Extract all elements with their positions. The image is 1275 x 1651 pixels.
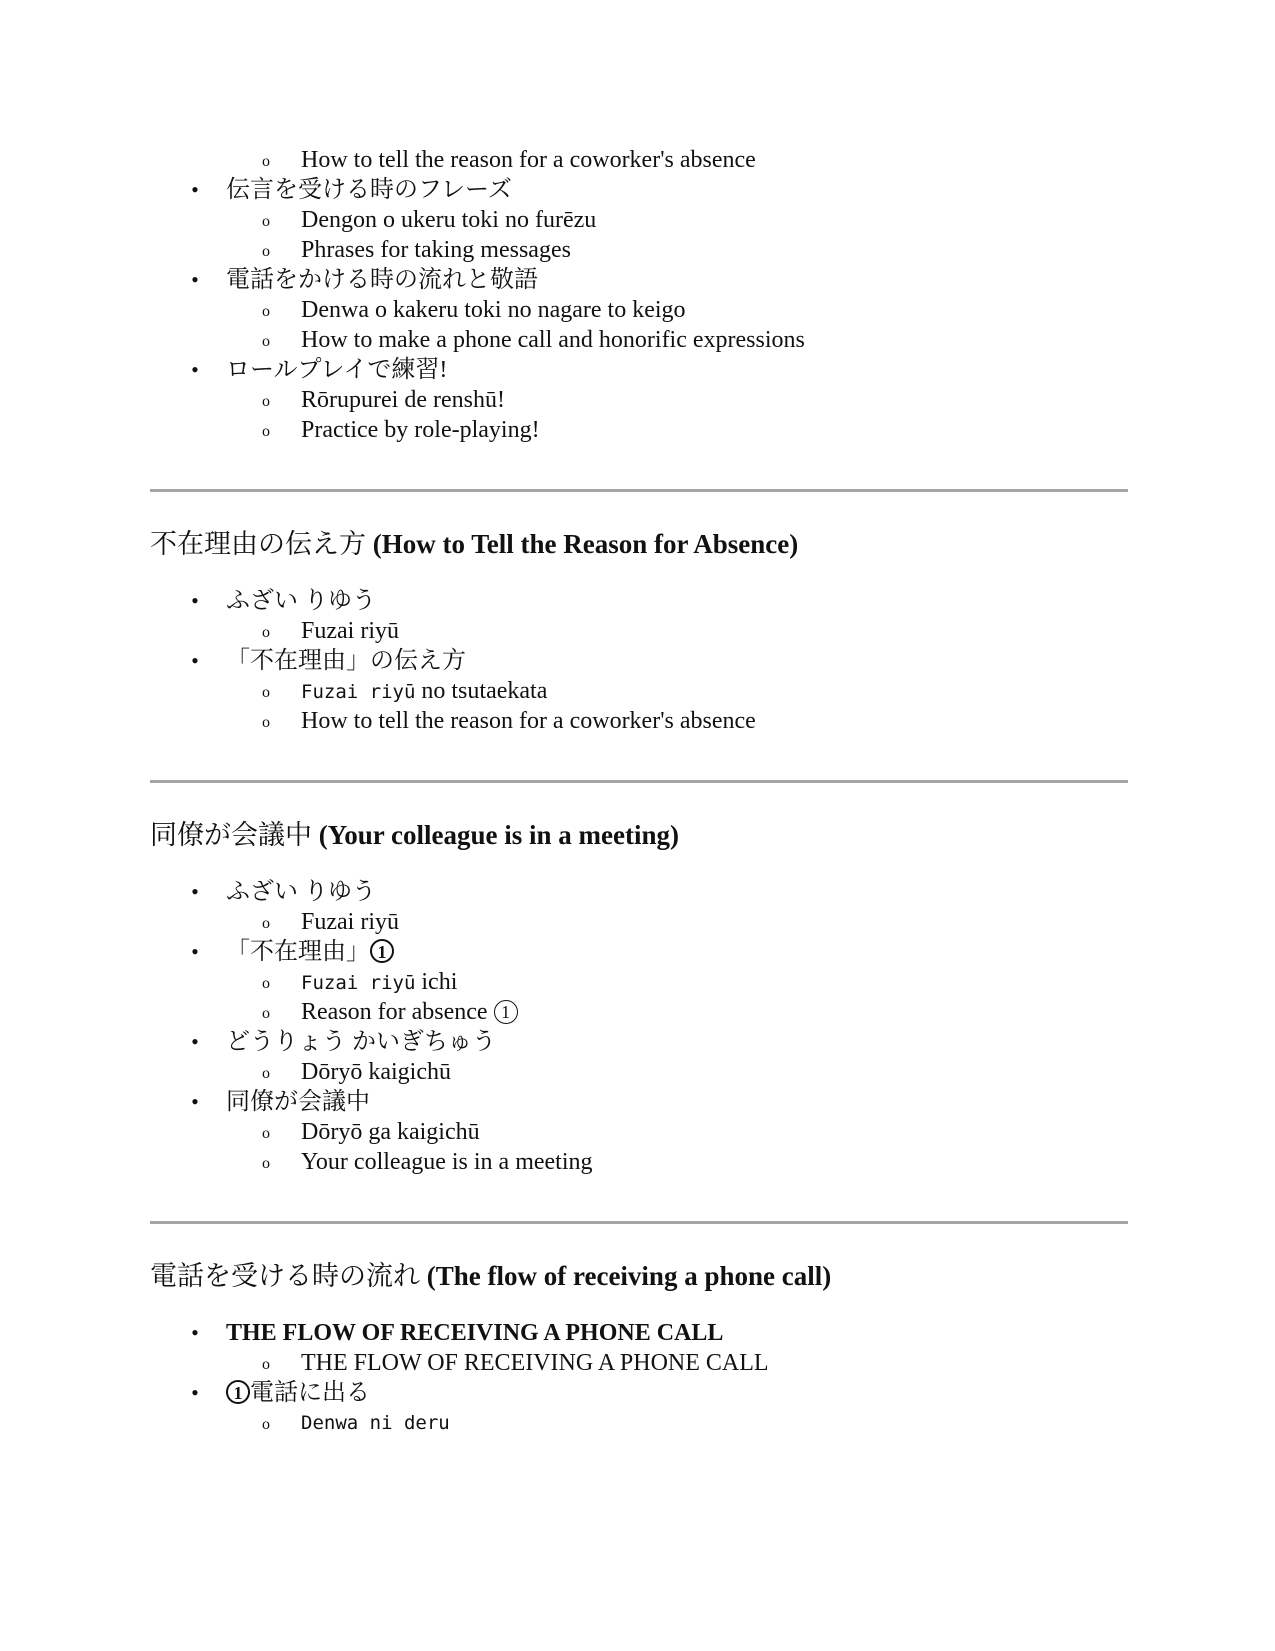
sub-item-text: Practice by role-playing!	[301, 417, 540, 443]
list-item-label-jp: 電話に出る	[250, 1380, 370, 1406]
sub-item	[150, 205, 1128, 235]
bullet-icon: •	[191, 879, 199, 904]
sub-item-text: Dōryō kaigichū	[301, 1059, 451, 1085]
section-heading-jp: 同僚が会議中	[150, 820, 312, 850]
list-item	[150, 355, 1128, 445]
sub-item	[150, 1408, 1128, 1438]
sub-item-text	[301, 676, 547, 707]
romaji-code-text: Fuzai riyū	[301, 972, 416, 994]
sub-item	[150, 1117, 1128, 1147]
sub-item	[150, 676, 1128, 706]
sub-item	[150, 616, 1128, 646]
sub-item-text: Fuzai riyū	[301, 909, 399, 935]
sub-item	[150, 997, 1128, 1027]
list-item	[150, 265, 1128, 355]
hollow-bullet-icon: o	[262, 423, 270, 440]
list-item-label: ロールプレイで練習!	[226, 357, 448, 383]
list-item	[150, 586, 1128, 646]
hollow-bullet-icon: o	[262, 1125, 270, 1142]
sub-item-text: Rōrupurei de renshū!	[301, 387, 505, 413]
list-item	[150, 1027, 1128, 1087]
section-heading-jp: 電話を受ける時の流れ	[150, 1261, 420, 1291]
list-item-label	[226, 937, 394, 967]
sub-item	[150, 385, 1128, 415]
sub-item-text: How to tell the reason for a coworker's absence	[301, 147, 756, 173]
section-heading	[150, 524, 1128, 564]
bullet-list	[150, 1318, 1128, 1438]
list-item	[150, 1087, 1128, 1177]
list-item	[150, 175, 1128, 265]
bullet-icon: •	[191, 1029, 199, 1054]
sub-item-text: Denwa o kakeru toki no nagare to keigo	[301, 297, 686, 323]
sub-item-text	[301, 967, 457, 998]
romaji-code-text: Denwa ni deru	[301, 1412, 450, 1434]
circled-number: 1	[226, 1380, 250, 1404]
list-item-label: ふざい りゆう	[226, 588, 376, 614]
bullet-icon: •	[191, 267, 199, 292]
bullet-list	[150, 877, 1128, 1177]
list-item-label: 電話をかける時の流れと敬語	[226, 267, 538, 293]
hollow-bullet-icon: o	[262, 1416, 270, 1433]
sub-item	[150, 145, 1128, 175]
section-heading-en: (The flow of receiving a phone call)	[426, 1261, 832, 1291]
list-item-label: 同僚が会議中	[226, 1089, 370, 1115]
bullet-list	[150, 175, 1128, 445]
hollow-bullet-icon: o	[262, 213, 270, 230]
bullet-icon: •	[191, 1380, 199, 1405]
sub-item	[150, 1057, 1128, 1087]
bullet-icon: •	[191, 1320, 199, 1345]
romaji-rest-text: ichi	[415, 969, 458, 995]
bullet-icon: •	[191, 588, 199, 613]
sub-item	[150, 295, 1128, 325]
hollow-bullet-icon: o	[262, 303, 270, 320]
section-heading-en: (How to Tell the Reason for Absence)	[372, 529, 799, 559]
sub-item-text: Phrases for taking messages	[301, 237, 571, 263]
hollow-bullet-icon: o	[262, 714, 270, 731]
sub-item-text-label: Reason for absence	[301, 999, 494, 1025]
bullet-icon: •	[191, 177, 199, 202]
sub-item	[150, 1147, 1128, 1177]
bullet-icon: •	[191, 1089, 199, 1114]
hollow-bullet-icon: o	[262, 624, 270, 641]
sub-item-text	[301, 997, 518, 1027]
hollow-bullet-icon: o	[262, 333, 270, 350]
hollow-bullet-icon: o	[262, 393, 270, 410]
list-item-label: どうりょう かいぎちゅう	[226, 1029, 496, 1055]
sub-item-text: Dengon o ukeru toki no furēzu	[301, 207, 597, 233]
list-item-label: 「不在理由」の伝え方	[226, 648, 466, 674]
bullet-icon: •	[191, 939, 199, 964]
list-item-label: ふざい りゆう	[226, 879, 376, 905]
sub-item-text: Your colleague is in a meeting	[301, 1149, 593, 1175]
list-item	[150, 646, 1128, 736]
list-item	[150, 877, 1128, 937]
romaji-rest-text: no tsutaekata	[415, 678, 548, 704]
hollow-bullet-icon: o	[262, 1356, 270, 1373]
section-heading	[150, 1256, 1128, 1296]
list-item-label: THE FLOW OF RECEIVING A PHONE CALL	[226, 1320, 724, 1346]
sub-item	[150, 706, 1128, 736]
bullet-icon: •	[191, 648, 199, 673]
sub-item-text: THE FLOW OF RECEIVING A PHONE CALL	[301, 1350, 769, 1376]
sub-item-text: How to tell the reason for a coworker's absence	[301, 708, 756, 734]
list-item	[150, 1378, 1128, 1438]
bullet-list	[150, 586, 1128, 736]
list-item-label: 伝言を受ける時のフレーズ	[226, 177, 512, 203]
list-item	[150, 937, 1128, 1027]
bullet-icon: •	[191, 357, 199, 382]
sub-item-text: Dōryō ga kaigichū	[301, 1119, 480, 1145]
top-list	[150, 145, 1128, 445]
sub-item	[150, 235, 1128, 265]
sub-item	[150, 1348, 1128, 1378]
hollow-bullet-icon: o	[262, 1155, 270, 1172]
hollow-bullet-icon: o	[262, 975, 270, 992]
list-item	[150, 1318, 1128, 1378]
hollow-bullet-icon: o	[262, 1005, 270, 1022]
hollow-bullet-icon: o	[262, 1065, 270, 1082]
sub-item	[150, 325, 1128, 355]
circled-number: 1	[370, 939, 394, 963]
sub-item-text: Fuzai riyū	[301, 618, 399, 644]
sub-item	[150, 415, 1128, 445]
hollow-bullet-icon: o	[262, 153, 270, 170]
section-heading-en: (Your colleague is in a meeting)	[318, 820, 679, 850]
list-item-label-jp: 「不在理由」	[226, 939, 370, 965]
hollow-bullet-icon: o	[262, 684, 270, 701]
section-heading-jp: 不在理由の伝え方	[150, 529, 366, 559]
circled-number: 1	[494, 1000, 518, 1024]
sub-item	[150, 967, 1128, 997]
hollow-bullet-icon: o	[262, 243, 270, 260]
hollow-bullet-icon: o	[262, 915, 270, 932]
sub-item-text: How to make a phone call and honorific expressions	[301, 327, 805, 353]
list-item-label	[226, 1378, 370, 1408]
section-heading	[150, 815, 1128, 855]
document-page	[150, 0, 1128, 1438]
romaji-code-text: Fuzai riyū	[301, 681, 416, 703]
sub-item	[150, 907, 1128, 937]
